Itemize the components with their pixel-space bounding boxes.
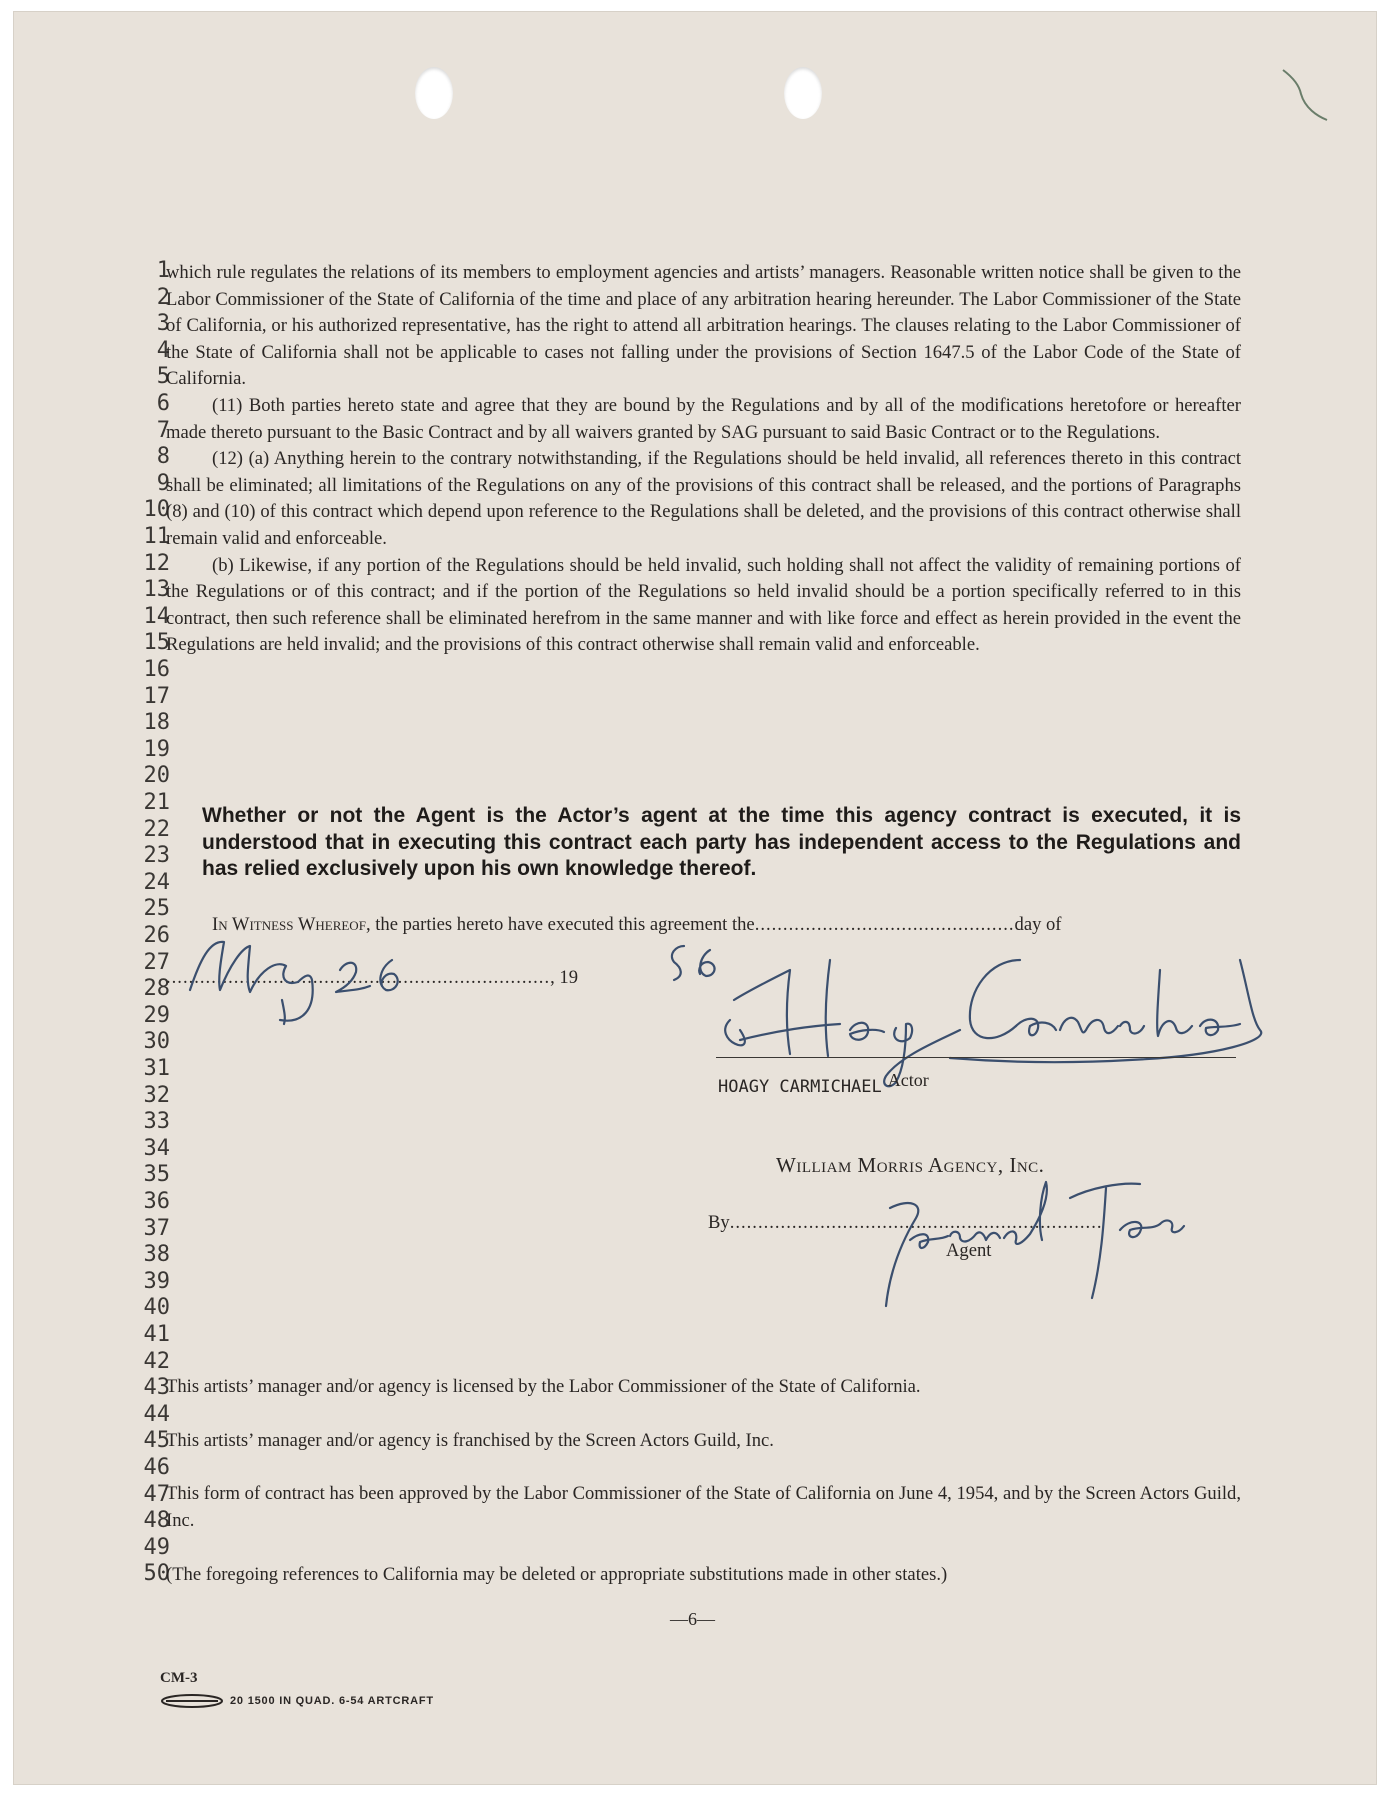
line-number: 2 <box>156 284 170 310</box>
line-number: 41 <box>143 1322 170 1347</box>
notice-substitutions: (The foregoing references to California may be deleted or appropriate substitutions made in other states.) <box>166 1564 948 1585</box>
actor-role: Actor <box>887 1070 929 1090</box>
actor-typed-name: HOAGY CARMICHAEL <box>718 1077 882 1097</box>
paragraph-12a: (12) (a) Anything herein to the contrary notwithstanding, if the Regulations should be held invalid, all references thereto in this contract shall be eliminated; all limitations of the Regulations on any of the provisions of this contract shall be released, and the portions of Paragraphs (8) and (10) of this contract which depend upon reference to the Regulations shall be deleted, and the provisions of this contract otherwise shall remain valid and enforceable. <box>166 448 1241 549</box>
punch-hole-left <box>415 67 453 119</box>
line-number: 35 <box>143 1162 170 1188</box>
line-number: 25 <box>143 896 170 922</box>
agency-name: William Morris Agency, Inc. <box>776 1153 1045 1177</box>
page-number: —6— <box>670 1609 715 1629</box>
witness-text: , the parties hereto have executed this agreement the <box>365 914 755 935</box>
line-number: 5 <box>156 364 170 390</box>
line-number: 36 <box>143 1189 170 1214</box>
by-dots: .................................................................. <box>729 1212 1103 1233</box>
line-number: 13 <box>143 577 170 603</box>
line-number: 19 <box>143 736 170 762</box>
line-number: 45 <box>143 1428 170 1454</box>
by-label: By <box>708 1212 730 1233</box>
line-number: 12 <box>143 550 170 576</box>
line-number: 30 <box>143 1029 170 1055</box>
handwritten-date <box>180 920 740 1030</box>
line-number: 33 <box>143 1109 170 1135</box>
line-number: 26 <box>143 923 170 948</box>
notice-licensed: This artists’ manager and/or agency is licensed by the Labor Commissioner of the State of California. <box>166 1376 921 1397</box>
line-number: 10 <box>143 497 170 523</box>
printer-line <box>160 1694 434 1708</box>
line-number: 32 <box>143 1082 170 1108</box>
witness-dots: .............................................. <box>754 914 1015 935</box>
line-number: 11 <box>143 524 170 549</box>
line-number: 47 <box>143 1481 170 1507</box>
agent-signature <box>820 1168 1190 1318</box>
line-number: 48 <box>143 1508 170 1534</box>
actor-signature-line <box>716 1057 1236 1058</box>
line-number: 29 <box>143 1002 170 1028</box>
line-number: 23 <box>143 843 170 869</box>
line-number: 16 <box>143 657 170 682</box>
paragraph-arbitration: which rule regulates the relations of its members to employment agencies and artists’ managers. Reasonable written notice shall be given to the Labor Commissioner of the State of California of the time and place of any arbitration hearing hereunder. The Labor Commissioner of the State of California, or his authorized representative, has the right to attend all arbitration hearings. The clauses relating to the Labor Commissioner of the State of California shall not be applicable to cases not falling under the provisions of Section 1647.5 of the Labor Code of the State of California. <box>166 262 1241 390</box>
line-number: 4 <box>156 337 170 363</box>
line-number: 37 <box>143 1215 170 1241</box>
form-code: CM-3 <box>160 1670 198 1686</box>
line-number: 42 <box>143 1348 170 1374</box>
line-number: 50 <box>143 1561 170 1587</box>
line-number: 39 <box>143 1268 170 1294</box>
printer-text: 20 1500 IN QUAD. 6-54 ARTCRAFT <box>230 1695 434 1707</box>
notice-approved: This form of contract has been approved by the Labor Commissioner of the State of California on June 4, 1954, and by the Screen Actors Guild, Inc. <box>166 1483 1241 1531</box>
date-year-prefix: , 19 <box>550 967 578 988</box>
line-number: 17 <box>143 683 170 709</box>
line-number: 28 <box>143 976 170 1002</box>
notice-franchised: This artists’ manager and/or agency is franchised by the Screen Actors Guild, Inc. <box>166 1430 774 1451</box>
line-number: 7 <box>156 417 170 443</box>
line-number: 8 <box>156 444 170 470</box>
paragraph-11: (11) Both parties hereto state and agree that they are bound by the Regulations and by all of the modifications heretofore or hereafter made thereto pursuant to the Basic Contract and by all waivers granted by SAG pursuant to said Basic Contract or to the Regulations. <box>166 394 1241 443</box>
line-number: 40 <box>143 1295 170 1321</box>
line-number: 9 <box>156 470 170 496</box>
line-number: 6 <box>156 391 170 416</box>
line-number: 24 <box>143 869 170 895</box>
line-number: 49 <box>143 1534 170 1560</box>
witness-suffix: day of <box>1014 914 1062 935</box>
union-label-icon <box>160 1694 224 1708</box>
line-number: 14 <box>143 603 170 629</box>
actor-signature <box>700 930 1280 1100</box>
corner-pencil-mark <box>1269 50 1369 140</box>
paragraph-12b: (b) Likewise, if any portion of the Regulations should be held invalid, such holding shall not affect the validity of remaining portions of the Regulations or of this contract; and if the portion of the Regulations so held invalid should be a portion specifically referred to in this contract, then such reference shall be eliminated herefrom in the same manner and with like force and effect as herein provided in the event the Regulations are held invalid; and the provisions of this contract otherwise shall remain valid and enforceable. <box>166 554 1241 656</box>
contract-body <box>166 260 1241 659</box>
line-number: 20 <box>143 763 170 789</box>
actor-name-label <box>718 1070 929 1097</box>
line-number: 3 <box>156 311 170 337</box>
line-number: 44 <box>143 1401 170 1427</box>
line-number: 27 <box>143 949 170 975</box>
line-number: 31 <box>143 1056 170 1081</box>
line-number: 1 <box>156 258 170 283</box>
line-number: 34 <box>143 1135 170 1161</box>
witness-prefix: In Witness Whereof <box>212 914 366 935</box>
line-number: 21 <box>143 790 170 815</box>
line-number: 18 <box>143 710 170 736</box>
punch-hole-right <box>784 67 822 119</box>
line-number: 46 <box>143 1455 170 1480</box>
bold-notice: Whether or not the Agent is the Actor’s agent at the time this agency contract is executed, it is understood that in executing this contract each party has independent access to the Regulations and has relied exclusively upon his own knowledge thereof. <box>202 804 1241 881</box>
date-dots: .................................................................... <box>166 967 551 988</box>
agent-role-label: Agent <box>946 1240 992 1261</box>
line-number: 38 <box>143 1242 170 1268</box>
line-number: 43 <box>143 1375 170 1401</box>
line-number: 15 <box>143 630 170 656</box>
line-number: 22 <box>143 816 170 842</box>
